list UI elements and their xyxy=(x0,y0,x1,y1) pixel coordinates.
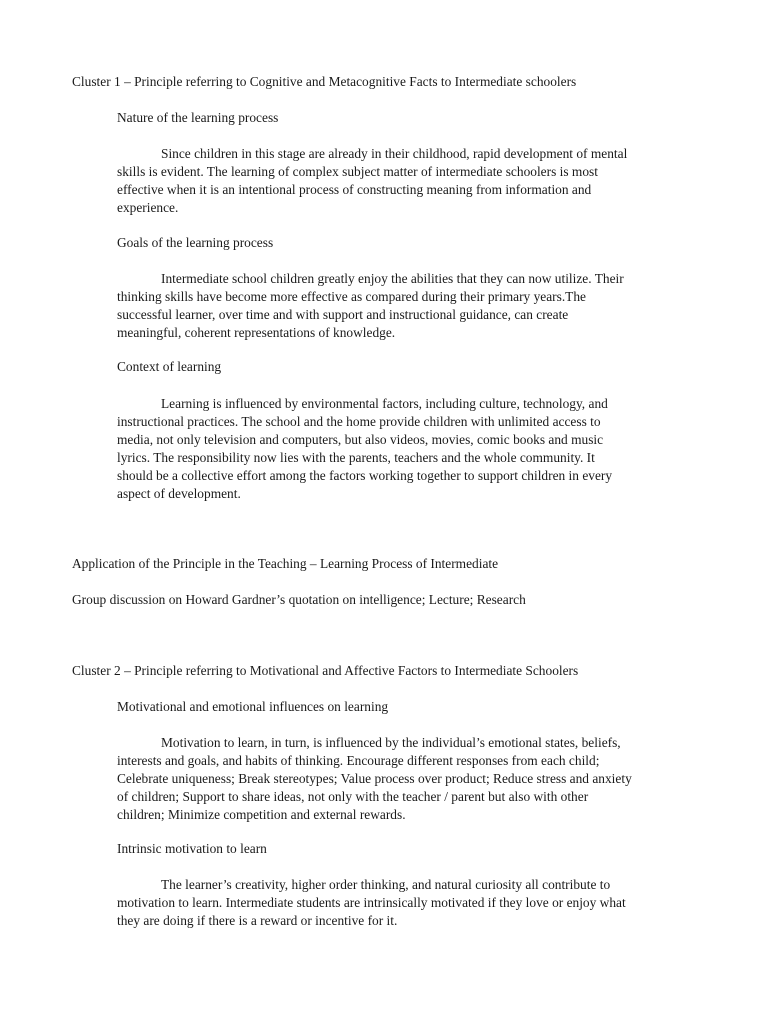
application-text: Group discussion on Howard Gardner’s quotation on intelligence; Lecture; Research xyxy=(72,592,526,607)
section-title-nature: Nature of the learning process xyxy=(117,110,279,125)
application-heading: Application of the Principle in the Teaching – Learning Process of Intermediate xyxy=(72,556,499,571)
section-title-goals: Goals of the learning process xyxy=(117,235,274,250)
section-title-context: Context of learning xyxy=(117,359,222,374)
section-body-nature: Since children in this stage are already in their childhood, rapid development of mental skills is evident. The learning of complex subject matter of intermediate schoolers is most effective when it is an intentional process of constructing meaning from information and experience. xyxy=(117,146,628,215)
section-body-context: Learning is influenced by environmental factors, including culture, technology, and instructional practices. The school and the home provide children with unlimited access to media, not only television and computers, but also videos, movies, comic books and music lyrics. The responsibility now lies with the parents, teachers and the whole community. It should be a collective effort among the factors working together to support children in every aspect of development. xyxy=(117,396,613,501)
cluster-2-heading: Cluster 2 – Principle referring to Motivational and Affective Factors to Intermediate Schoolers xyxy=(72,663,579,678)
cluster-1-heading: Cluster 1 – Principle referring to Cognitive and Metacognitive Facts to Intermediate schoolers xyxy=(72,74,577,89)
section-title-motivational: Motivational and emotional influences on learning xyxy=(117,699,389,714)
section-body-motivational: Motivation to learn, in turn, is influenced by the individual’s emotional states, beliefs, interests and goals, and habits of thinking. Encourage different responses from each child; Celebrate uniqueness; Break stereotypes; Value process over product; Reduce stress and anxiety of children; Support to share ideas, not only with the teacher / parent but also with other children; Minimize competition and external rewards. xyxy=(117,735,632,822)
section-title-intrinsic: Intrinsic motivation to learn xyxy=(117,841,267,856)
section-body-intrinsic: The learner’s creativity, higher order thinking, and natural curiosity all contribute to motivation to learn. Intermediate students are intrinsically motivated if they love or enjoy what they are doing if there is a reward or incentive for it. xyxy=(117,877,626,928)
section-body-goals: Intermediate school children greatly enjoy the abilities that they can now utilize. Their thinking skills have become more effective as compared during their primary years.The successful learner, over time and with support and instructional guidance, can create meaningful, coherent representations of knowledge. xyxy=(117,271,624,340)
